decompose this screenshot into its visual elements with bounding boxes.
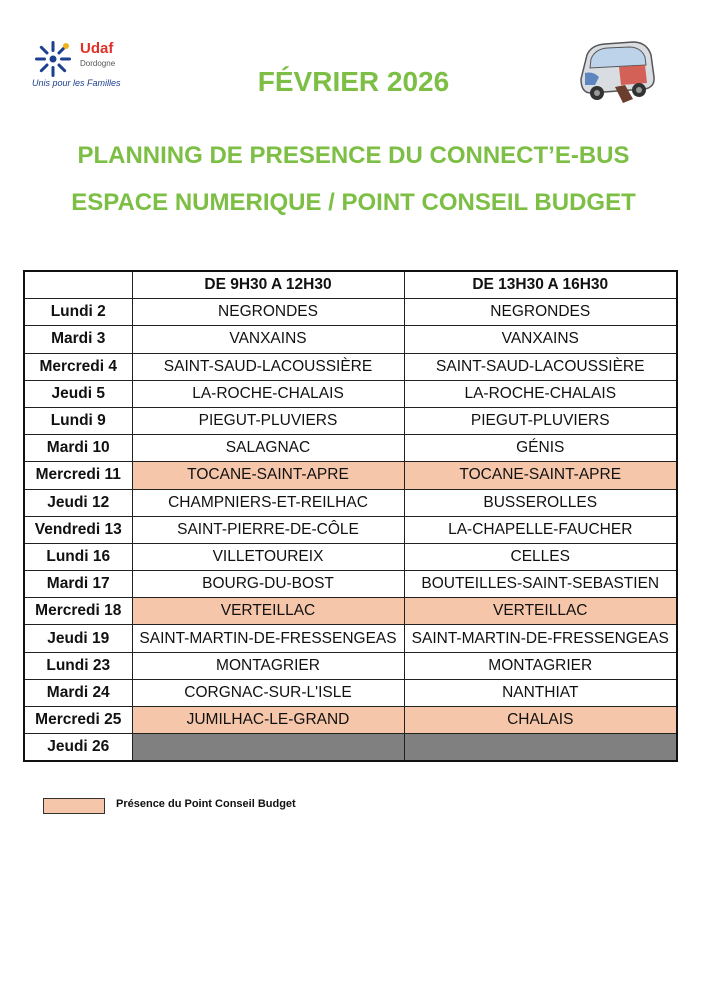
- table-row: [24, 435, 677, 462]
- day-cell: Mardi 10: [24, 435, 132, 462]
- table-row: [24, 299, 677, 326]
- table-row: [24, 652, 677, 679]
- day-cell: Vendredi 13: [24, 516, 132, 543]
- table-header-row: [24, 271, 677, 299]
- afternoon-cell: TOCANE-SAINT-APRE: [404, 462, 677, 489]
- morning-cell: SAINT-MARTIN-DE-FRESSENGEAS: [132, 625, 404, 652]
- afternoon-cell: BUSSEROLLES: [404, 489, 677, 516]
- day-cell: Lundi 23: [24, 652, 132, 679]
- morning-cell: VANXAINS: [132, 326, 404, 353]
- table-row: [24, 516, 677, 543]
- table-row: [24, 462, 677, 489]
- afternoon-cell: PIEGUT-PLUVIERS: [404, 407, 677, 434]
- afternoon-cell: NEGRONDES: [404, 299, 677, 326]
- day-cell: Mercredi 25: [24, 707, 132, 734]
- table-row: [24, 707, 677, 734]
- afternoon-cell: VANXAINS: [404, 326, 677, 353]
- morning-cell: BOURG-DU-BOST: [132, 571, 404, 598]
- day-cell: Jeudi 5: [24, 380, 132, 407]
- logo-tagline: Unis pour les Familles: [32, 78, 121, 88]
- planning-table: [23, 270, 678, 762]
- day-cell: Mercredi 18: [24, 598, 132, 625]
- day-cell: Lundi 9: [24, 407, 132, 434]
- table-row: [24, 598, 677, 625]
- day-cell: Lundi 16: [24, 543, 132, 570]
- afternoon-cell: LA-ROCHE-CHALAIS: [404, 380, 677, 407]
- morning-cell: SALAGNAC: [132, 435, 404, 462]
- header-day: [24, 271, 132, 299]
- planning-table-body: [24, 271, 677, 761]
- day-cell: Mardi 24: [24, 679, 132, 706]
- afternoon-cell: CELLES: [404, 543, 677, 570]
- morning-cell: SAINT-PIERRE-DE-CÔLE: [132, 516, 404, 543]
- logo-subtitle: Dordogne: [80, 59, 116, 68]
- afternoon-cell: CHALAIS: [404, 707, 677, 734]
- legend-swatch: [43, 798, 105, 814]
- morning-cell: VILLETOUREIX: [132, 543, 404, 570]
- day-cell: Jeudi 19: [24, 625, 132, 652]
- table-row: [24, 326, 677, 353]
- day-cell: Mardi 3: [24, 326, 132, 353]
- day-cell: Mardi 17: [24, 571, 132, 598]
- afternoon-cell: GÉNIS: [404, 435, 677, 462]
- table-row: [24, 353, 677, 380]
- table-row: [24, 543, 677, 570]
- morning-cell: PIEGUT-PLUVIERS: [132, 407, 404, 434]
- afternoon-cell: VERTEILLAC: [404, 598, 677, 625]
- afternoon-cell: MONTAGRIER: [404, 652, 677, 679]
- morning-cell: LA-ROCHE-CHALAIS: [132, 380, 404, 407]
- afternoon-cell: SAINT-SAUD-LACOUSSIÈRE: [404, 353, 677, 380]
- morning-cell: SAINT-SAUD-LACOUSSIÈRE: [132, 353, 404, 380]
- afternoon-cell: SAINT-MARTIN-DE-FRESSENGEAS: [404, 625, 677, 652]
- day-cell: Mercredi 11: [24, 462, 132, 489]
- page-title-planning: PLANNING DE PRESENCE DU CONNECT’E-BUS: [77, 142, 630, 169]
- table-row: [24, 679, 677, 706]
- header-morning: DE 9H30 A 12H30: [132, 271, 404, 299]
- day-cell: Jeudi 26: [24, 734, 132, 762]
- morning-cell: TOCANE-SAINT-APRE: [132, 462, 404, 489]
- table-row: [24, 407, 677, 434]
- morning-cell: CHAMPNIERS-ET-REILHAC: [132, 489, 404, 516]
- morning-cell: JUMILHAC-LE-GRAND: [132, 707, 404, 734]
- logo-name: Udaf: [80, 40, 114, 57]
- afternoon-cell: BOUTEILLES-SAINT-SEBASTIEN: [404, 571, 677, 598]
- table-row: [24, 625, 677, 652]
- page-title-month: FÉVRIER 2026: [257, 66, 450, 97]
- table-row: [24, 734, 677, 762]
- day-cell: Jeudi 12: [24, 489, 132, 516]
- legend-label: Présence du Point Conseil Budget: [116, 798, 296, 810]
- day-cell: Mercredi 4: [24, 353, 132, 380]
- morning-cell: VERTEILLAC: [132, 598, 404, 625]
- morning-cell: NEGRONDES: [132, 299, 404, 326]
- afternoon-cell: LA-CHAPELLE-FAUCHER: [404, 516, 677, 543]
- morning-cell: [132, 734, 404, 762]
- afternoon-cell: NANTHIAT: [404, 679, 677, 706]
- page-title-service: ESPACE NUMERIQUE / POINT CONSEIL BUDGET: [71, 189, 636, 216]
- table-row: [24, 489, 677, 516]
- day-cell: Lundi 2: [24, 299, 132, 326]
- table-row: [24, 571, 677, 598]
- morning-cell: CORGNAC-SUR-L'ISLE: [132, 679, 404, 706]
- table-row: [24, 380, 677, 407]
- morning-cell: MONTAGRIER: [132, 652, 404, 679]
- header-afternoon: DE 13H30 A 16H30: [404, 271, 677, 299]
- afternoon-cell: [404, 734, 677, 762]
